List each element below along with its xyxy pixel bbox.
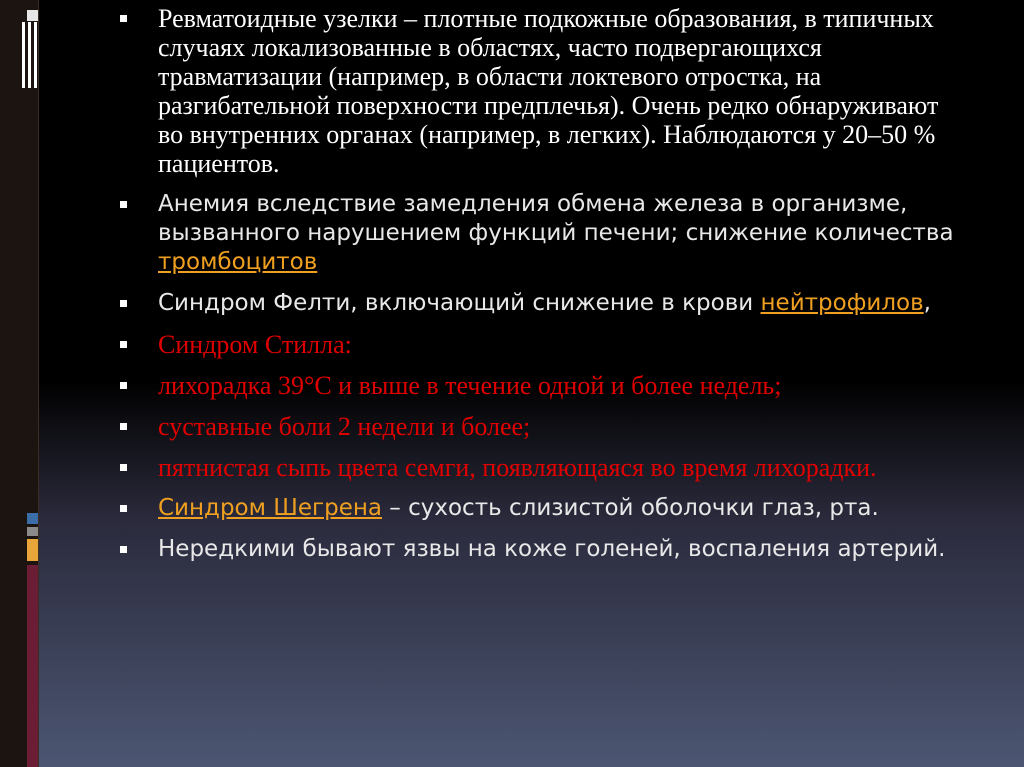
square-bullet-icon	[120, 201, 127, 208]
item-text: Анемия вследствие замедления обмена железа в организме, вызванного нарушением функций печени; снижение количества	[158, 191, 954, 246]
list-item	[118, 4, 968, 178]
decor-lines-icon	[22, 22, 38, 88]
decor-blue-square	[27, 513, 38, 524]
square-bullet-icon	[120, 15, 127, 22]
decor-grey-square	[27, 527, 38, 536]
list-item	[118, 453, 968, 482]
list-item	[118, 412, 968, 441]
decor-maroon-strip	[27, 565, 38, 767]
square-bullet-icon	[120, 423, 127, 430]
list-item	[118, 535, 968, 564]
item-text: Ревматоидные узелки – плотные подкожные образования, в типичных случаях локализованные в областях, часто подвергающихся травматизации (например, в области локтевого отростка, на разгибательной поверхности предплечья). Очень редко обнаруживают во внутренних органах (например, в легких). Наблюдаются у 20–50 % пациентов.	[158, 4, 939, 178]
item-tail: ,	[923, 290, 931, 316]
square-bullet-icon	[120, 382, 127, 389]
item-text: Синдром Фелти, включающий снижение в крови	[158, 290, 761, 316]
bullet-list	[118, 4, 968, 564]
item-text: лихорадка 39°С и выше в течение одной и более недель;	[158, 371, 782, 400]
item-text: Синдром Стилла:	[158, 330, 352, 359]
item-text: суставные боли 2 недели и более;	[158, 412, 531, 441]
slide-content	[118, 4, 968, 576]
list-item	[118, 330, 968, 359]
square-bullet-icon	[120, 300, 127, 307]
square-bullet-icon	[120, 464, 127, 471]
list-item	[118, 371, 968, 400]
list-item	[118, 289, 968, 318]
list-item	[118, 190, 968, 277]
list-item	[118, 494, 968, 523]
square-bullet-icon	[120, 546, 127, 553]
item-text: – сухость слизистой оболочки глаз, рта.	[382, 495, 879, 521]
decor-orange-square	[27, 539, 38, 561]
decor-square-icon	[27, 10, 38, 21]
item-text: Нередкими бывают язвы на коже голеней, воспаления артерий.	[158, 536, 946, 562]
link-sjogren[interactable]: Синдром Шегрена	[158, 495, 382, 521]
square-bullet-icon	[120, 341, 127, 348]
square-bullet-icon	[120, 505, 127, 512]
left-decor-bar	[0, 0, 39, 767]
link-neitrofily[interactable]: нейтрофилов	[760, 290, 924, 316]
link-trombocity[interactable]: тромбоцитов	[158, 249, 318, 275]
item-text: пятнистая сыпь цвета семги, появляющаяся во время лихорадки.	[158, 453, 877, 482]
